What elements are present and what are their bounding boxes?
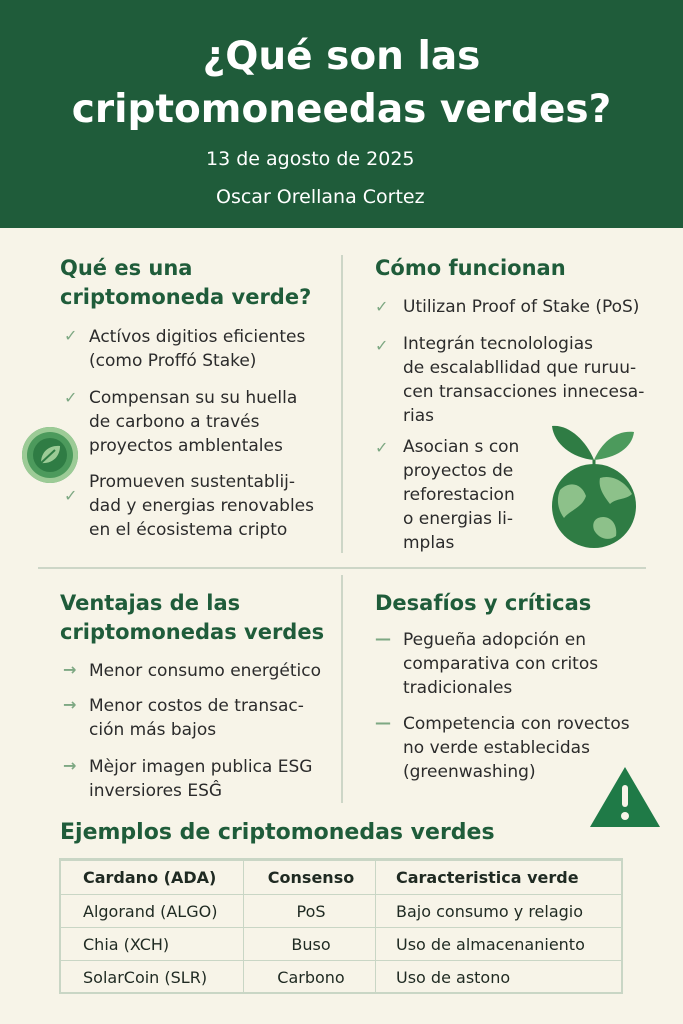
list-item: Mèjor imagen publica ESG inversiores ESĜ xyxy=(89,757,313,801)
table-cell: Buso xyxy=(291,935,331,954)
vertical-divider-top xyxy=(341,255,343,553)
arrow-icon: → xyxy=(63,756,77,775)
table-row xyxy=(61,927,621,961)
dash-icon: — xyxy=(375,629,391,648)
list-item: Integrán tecnolologias de escalabllidad que ruruu- cen transacciones innecesa- rias xyxy=(403,334,645,426)
section-title-ejemplos: Ejemplos de criptomonedas verdes xyxy=(60,820,495,845)
warning-icon xyxy=(588,765,662,829)
check-icon: ✓ xyxy=(64,326,78,345)
section-title-ventajas: Ventajas de las criptomonedas verdes xyxy=(60,591,325,644)
check-icon: ✓ xyxy=(64,486,78,505)
table-cell: Uso de astono xyxy=(396,968,511,987)
page-title: ¿Qué son las criptomoneedas verdes? xyxy=(71,34,612,132)
table-row xyxy=(61,960,621,994)
section-title-que-es: Qué es una criptomoneda verde? xyxy=(60,256,312,309)
table-header-row xyxy=(61,860,621,894)
table-cell: Chia (XCH) xyxy=(83,935,170,954)
section-title-como-funcionan: Cómo funcionan xyxy=(375,256,566,280)
list-item: Menor costos de transac- ción más bajos xyxy=(89,696,304,740)
table-cell: PoS xyxy=(296,902,326,921)
publish-date: 13 de agosto de 2025 xyxy=(206,148,415,170)
table-cell: Uso de almacenaniento xyxy=(396,935,585,954)
dash-icon: — xyxy=(375,713,391,732)
table-header-cell: Cardano (ADA) xyxy=(83,868,217,887)
list-item: Actívos digitios eficientes (como Proffó Stake) xyxy=(89,327,306,371)
section-title-desafios: Desafíos y críticas xyxy=(375,591,592,615)
table-cell: Carbono xyxy=(277,968,345,987)
list-item: Menor consumo energético xyxy=(89,661,321,681)
table-cell: SolarCoin (SLR) xyxy=(83,968,208,987)
horizontal-divider xyxy=(38,567,646,569)
arrow-icon: → xyxy=(63,695,77,714)
author-name: Oscar Orellana Cortez xyxy=(216,186,425,208)
globe-sprout-icon xyxy=(546,418,642,552)
table-row xyxy=(61,894,621,928)
check-icon: ✓ xyxy=(375,438,389,457)
list-item: Promueven sustentablij- dad y energias renovables en el écosistema cripto xyxy=(89,472,315,540)
list-item: Asocian s con proyectos de reforestacion o energias li- mplas xyxy=(403,437,520,553)
leaf-coin-icon xyxy=(22,427,78,483)
table-cell: Bajo consumo y relagio xyxy=(396,902,584,921)
check-icon: ✓ xyxy=(375,297,389,316)
table-header-cell: Consenso xyxy=(267,868,355,887)
list-item: Competencia con rovectos no verde establecidas (greenwashing) xyxy=(403,714,630,782)
header-banner xyxy=(0,0,683,228)
list-item: Compensan su su huella de carbono a través proyectos amblentales xyxy=(89,388,298,456)
examples-table xyxy=(59,858,623,994)
table-header-cell: Caracteristica verde xyxy=(396,868,579,887)
list-item: Pegueña adopción en comparativa con critos tradicionales xyxy=(403,630,599,698)
check-icon: ✓ xyxy=(375,336,389,355)
vertical-divider-bottom xyxy=(341,575,343,803)
list-item: Utilizan Proof of Stake (PoS) xyxy=(403,297,640,317)
table-cell: Algorand (ALGO) xyxy=(83,902,218,921)
arrow-icon: → xyxy=(63,660,77,679)
check-icon: ✓ xyxy=(64,388,78,407)
